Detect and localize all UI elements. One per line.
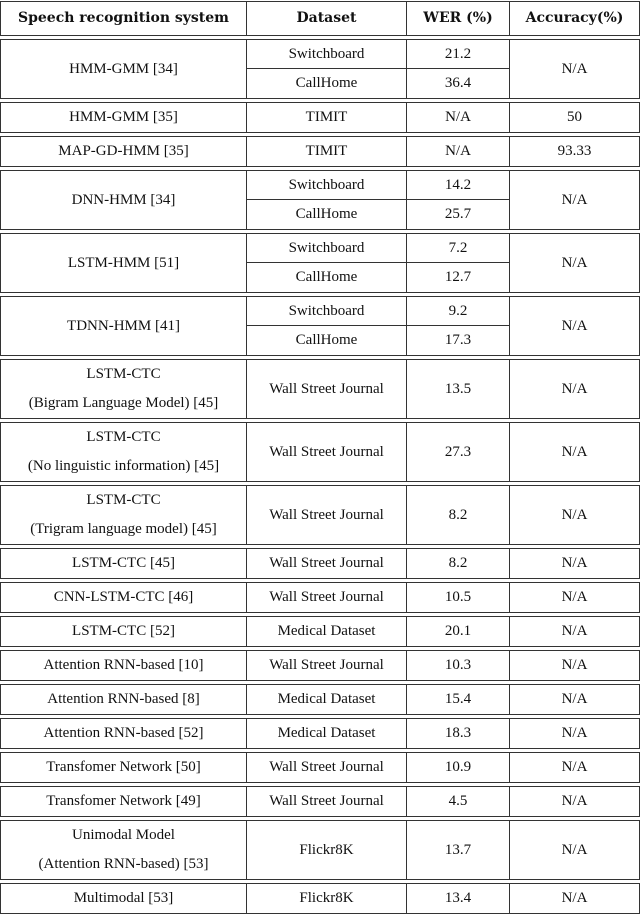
system-name-line: MAP-GD-HMM [35] xyxy=(58,143,189,159)
system-cell xyxy=(1,423,246,481)
accuracy-cell: N/A xyxy=(509,821,639,879)
dataset-cell: TIMIT xyxy=(246,137,406,166)
table-row-group xyxy=(0,296,640,356)
table-row-group xyxy=(0,548,640,579)
accuracy-cell: N/A xyxy=(509,617,639,646)
system-name-line: Attention RNN-based [52] xyxy=(43,725,204,741)
wer-cell: 7.2 xyxy=(406,234,509,263)
accuracy-cell: N/A xyxy=(509,486,639,544)
accuracy-cell: N/A xyxy=(509,423,639,481)
accuracy-cell: N/A xyxy=(509,719,639,748)
table-row-group xyxy=(0,786,640,817)
system-cell xyxy=(1,821,246,879)
table-row-group xyxy=(0,650,640,681)
table-row-group xyxy=(0,820,640,880)
wer-cell: 9.2 xyxy=(406,297,509,326)
system-name-line: LSTM-CTC [52] xyxy=(72,623,175,639)
system-name-line: LSTM-CTC xyxy=(86,492,161,508)
system-name-line: LSTM-CTC xyxy=(86,429,161,445)
system-cell xyxy=(1,40,246,98)
system-name-line: Attention RNN-based [8] xyxy=(47,691,200,707)
header-system: Speech recognition system xyxy=(18,10,229,26)
table-row-group xyxy=(0,582,640,613)
system-cell xyxy=(1,685,246,714)
accuracy-cell: 93.33 xyxy=(509,137,639,166)
wer-cell: 36.4 xyxy=(406,69,509,98)
table-row-group xyxy=(0,752,640,783)
system-cell xyxy=(1,549,246,578)
system-name-line: (Trigram language model) [45] xyxy=(30,521,217,537)
accuracy-cell: N/A xyxy=(509,40,639,98)
dataset-cell: CallHome xyxy=(246,69,406,98)
system-cell xyxy=(1,360,246,418)
system-cell xyxy=(1,753,246,782)
wer-cell: 10.5 xyxy=(406,583,509,612)
table-row-group xyxy=(0,359,640,419)
dataset-cell: Wall Street Journal xyxy=(246,651,406,680)
accuracy-cell: N/A xyxy=(509,360,639,418)
wer-cell: 13.4 xyxy=(406,884,509,913)
system-cell xyxy=(1,651,246,680)
system-name-line: Multimodal [53] xyxy=(73,890,174,906)
system-cell xyxy=(1,787,246,816)
table-header xyxy=(0,1,640,36)
dataset-cell: CallHome xyxy=(246,200,406,229)
table-row-group xyxy=(0,233,640,293)
system-cell xyxy=(1,137,246,166)
dataset-cell: Flickr8K xyxy=(246,821,406,879)
dataset-cell: Wall Street Journal xyxy=(246,486,406,544)
system-name-line: LSTM-CTC xyxy=(86,366,161,382)
wer-cell: 10.9 xyxy=(406,753,509,782)
accuracy-cell: N/A xyxy=(509,884,639,913)
system-name-line: HMM-GMM [34] xyxy=(69,60,178,77)
wer-cell: 4.5 xyxy=(406,787,509,816)
header-accuracy: Accuracy(%) xyxy=(509,2,639,35)
system-cell xyxy=(1,719,246,748)
header-dataset: Dataset xyxy=(246,2,406,35)
wer-cell: 21.2 xyxy=(406,40,509,69)
wer-cell: 12.7 xyxy=(406,263,509,292)
system-name-line: (No linguistic information) [45] xyxy=(27,458,220,474)
accuracy-cell: N/A xyxy=(509,787,639,816)
dataset-cell: Switchboard xyxy=(246,40,406,69)
dataset-cell: Medical Dataset xyxy=(246,719,406,748)
dataset-cell: Flickr8K xyxy=(246,884,406,913)
wer-cell: 13.7 xyxy=(406,821,509,879)
system-name-line: TDNN-HMM [41] xyxy=(67,317,180,334)
wer-cell: 17.3 xyxy=(406,326,509,355)
system-name-line: DNN-HMM [34] xyxy=(71,191,176,208)
system-name-line: HMM-GMM [35] xyxy=(69,109,178,125)
accuracy-cell: 50 xyxy=(509,103,639,132)
dataset-cell: Wall Street Journal xyxy=(246,423,406,481)
dataset-cell: Wall Street Journal xyxy=(246,583,406,612)
dataset-cell: Switchboard xyxy=(246,297,406,326)
system-cell xyxy=(1,103,246,132)
wer-cell: 10.3 xyxy=(406,651,509,680)
accuracy-cell: N/A xyxy=(509,583,639,612)
wer-cell: 8.2 xyxy=(406,549,509,578)
dataset-cell: Wall Street Journal xyxy=(246,753,406,782)
accuracy-cell: N/A xyxy=(509,651,639,680)
dataset-cell: Switchboard xyxy=(246,171,406,200)
dataset-cell: Wall Street Journal xyxy=(246,787,406,816)
system-cell xyxy=(1,583,246,612)
wer-cell: 8.2 xyxy=(406,486,509,544)
system-name-line: Transfomer Network [49] xyxy=(46,793,201,809)
system-cell xyxy=(1,297,246,355)
table-row-group xyxy=(0,136,640,167)
table-row-group xyxy=(0,718,640,749)
table-row-group xyxy=(0,883,640,914)
table-row-group xyxy=(0,170,640,230)
system-name-line: LSTM-CTC [45] xyxy=(72,555,175,571)
wer-cell: N/A xyxy=(406,103,509,132)
table-row-group xyxy=(0,422,640,482)
system-name-line: (Bigram Language Model) [45] xyxy=(28,395,219,411)
table-row-group xyxy=(0,102,640,133)
wer-cell: 25.7 xyxy=(406,200,509,229)
dataset-cell: Wall Street Journal xyxy=(246,549,406,578)
system-cell xyxy=(1,884,246,913)
accuracy-cell: N/A xyxy=(509,171,639,229)
wer-cell: 27.3 xyxy=(406,423,509,481)
dataset-cell: Switchboard xyxy=(246,234,406,263)
system-name-line: CNN-LSTM-CTC [46] xyxy=(53,589,194,605)
wer-cell: 18.3 xyxy=(406,719,509,748)
dataset-cell: Medical Dataset xyxy=(246,685,406,714)
table-row-group xyxy=(0,39,640,99)
table-row-group xyxy=(0,684,640,715)
system-name-line: (Attention RNN-based) [53] xyxy=(38,856,209,872)
system-cell xyxy=(1,486,246,544)
accuracy-cell: N/A xyxy=(509,685,639,714)
accuracy-cell: N/A xyxy=(509,753,639,782)
dataset-cell: Wall Street Journal xyxy=(246,360,406,418)
wer-cell: N/A xyxy=(406,137,509,166)
accuracy-cell: N/A xyxy=(509,297,639,355)
header-wer: WER (%) xyxy=(406,2,509,35)
system-name-line: LSTM-HMM [51] xyxy=(67,254,180,271)
wer-cell: 20.1 xyxy=(406,617,509,646)
system-name-line: Attention RNN-based [10] xyxy=(43,657,204,673)
dataset-cell: CallHome xyxy=(246,263,406,292)
system-name-line: Unimodal Model xyxy=(72,827,175,843)
system-cell xyxy=(1,171,246,229)
wer-cell: 15.4 xyxy=(406,685,509,714)
accuracy-cell: N/A xyxy=(509,234,639,292)
system-name-line: Transfomer Network [50] xyxy=(46,759,201,775)
system-cell xyxy=(1,617,246,646)
dataset-cell: Medical Dataset xyxy=(246,617,406,646)
dataset-cell: TIMIT xyxy=(246,103,406,132)
wer-cell: 14.2 xyxy=(406,171,509,200)
dataset-cell: CallHome xyxy=(246,326,406,355)
system-cell xyxy=(1,234,246,292)
wer-cell: 13.5 xyxy=(406,360,509,418)
accuracy-cell: N/A xyxy=(509,549,639,578)
table-row-group xyxy=(0,616,640,647)
table-row-group xyxy=(0,485,640,545)
